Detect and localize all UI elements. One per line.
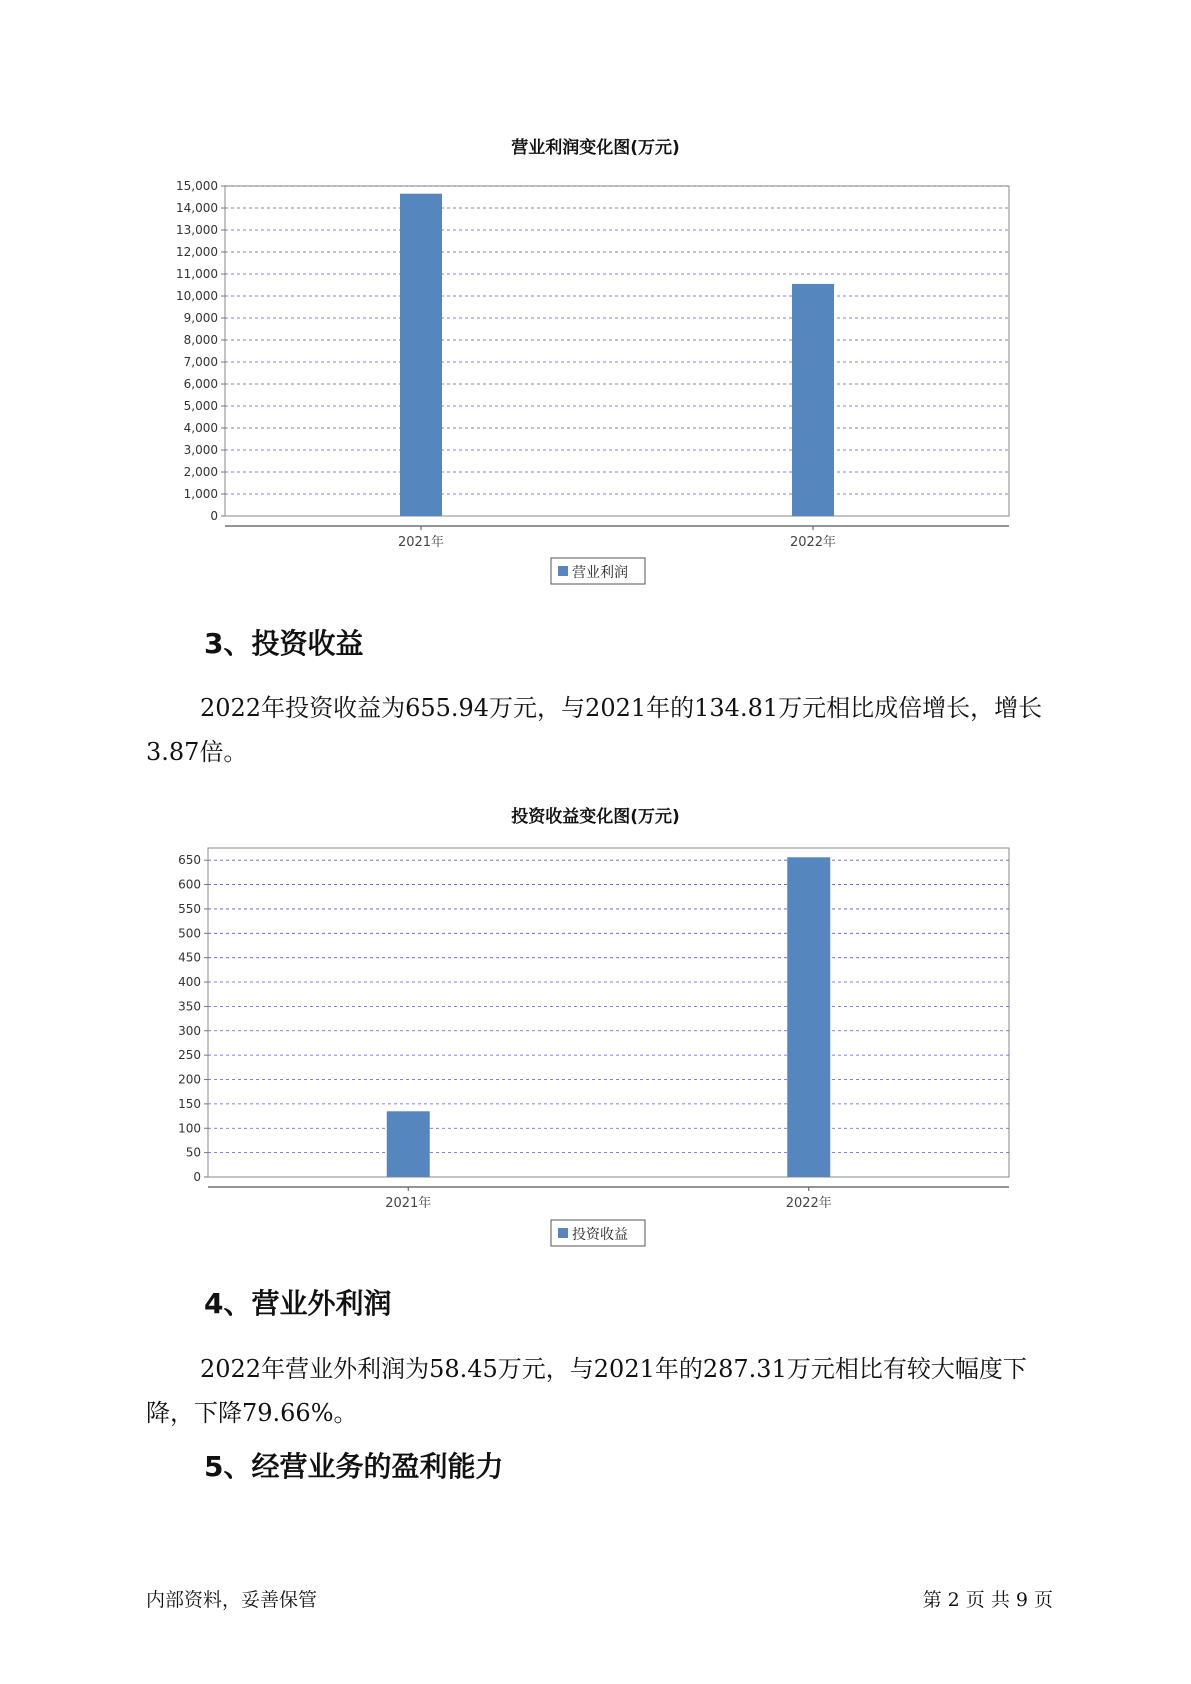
chart1-y-tick-label: 7,000 <box>183 355 218 369</box>
chart1-y-tick-label: 11,000 <box>176 267 218 281</box>
section-3-heading: 3、投资收益 <box>204 627 364 660</box>
chart1-y-tick-label: 9,000 <box>183 311 218 325</box>
chart1-y-tick-label: 1,000 <box>183 487 218 501</box>
chart1-y-tick-label: 15,000 <box>176 179 218 193</box>
chart1-x-tick-label: 2021年 <box>397 535 445 550</box>
chart2-x-tick-label: 2022年 <box>785 1196 832 1211</box>
chart1-y-tick-label: 12,000 <box>176 245 218 259</box>
chart2-y-tick-label: 550 <box>178 901 201 916</box>
chart2-plot-area <box>208 848 1009 1177</box>
chart1-title: 营业利润变化图(万元) <box>511 138 680 158</box>
chart2-x-tick-label: 2021年 <box>385 1196 432 1211</box>
section-3-paragraph: 2022年投资收益为655.94万元，与2021年的134.81万元相比成倍增长，增长3.87倍。 <box>146 694 1043 766</box>
chart1-legend-label: 营业利润 <box>572 565 628 581</box>
chart1-y-tick-label: 13,000 <box>176 223 218 237</box>
chart2-y-tick-label: 400 <box>178 975 201 990</box>
chart2-y-tick-label: 200 <box>178 1072 201 1087</box>
chart2-y-tick-label: 100 <box>178 1121 201 1136</box>
chart2-y-tick-label: 300 <box>178 1023 201 1038</box>
chart2-y-tick-label: 250 <box>178 1048 201 1063</box>
chart1-y-tick-label: 14,000 <box>176 201 218 215</box>
chart1-y-tick-label: 2,000 <box>183 465 218 479</box>
chart1-y-tick-label: 3,000 <box>183 443 218 457</box>
chart1-y-tick-label: 5,000 <box>183 399 218 413</box>
chart1-y-tick-label: 4,000 <box>183 421 218 435</box>
chart2-y-tick-label: 650 <box>178 853 201 868</box>
chart2-bar-2021年 <box>387 1111 430 1177</box>
section-4-heading: 4、营业外利润 <box>204 1287 392 1320</box>
chart2-y-tick-label: 450 <box>178 950 201 965</box>
chart2-title: 投资收益变化图(万元) <box>511 807 680 827</box>
chart1-y-tick-label: 10,000 <box>176 289 218 303</box>
chart1-y-tick-label: 8,000 <box>183 333 218 347</box>
chart1-y-tick-label: 0 <box>210 509 218 523</box>
chart2-y-tick-label: 150 <box>178 1096 201 1111</box>
chart2-legend-swatch <box>558 1228 568 1238</box>
chart2-y-tick-label: 500 <box>178 926 201 941</box>
chart2-bar-2022年 <box>787 857 830 1177</box>
footer-confidential-note: 内部资料，妥善保管 <box>146 1589 318 1611</box>
section-5-heading: 5、经营业务的盈利能力 <box>204 1450 504 1483</box>
chart1-y-tick-label: 6,000 <box>183 377 218 391</box>
chart2-legend-label: 投资收益 <box>572 1227 628 1243</box>
section-4-paragraph: 2022年营业外利润为58.45万元，与2021年的287.31万元相比有较大幅度下降，下降79.66%。 <box>146 1355 1027 1427</box>
footer-page-number: 第 2 页 共 9 页 <box>922 1589 1053 1611</box>
chart2-y-tick-label: 50 <box>185 1145 201 1160</box>
chart1-x-tick-label: 2022年 <box>789 535 837 550</box>
chart2-y-tick-label: 350 <box>178 999 201 1014</box>
chart2-y-tick-label: 0 <box>193 1170 201 1184</box>
chart2-y-tick-label: 600 <box>178 877 201 892</box>
